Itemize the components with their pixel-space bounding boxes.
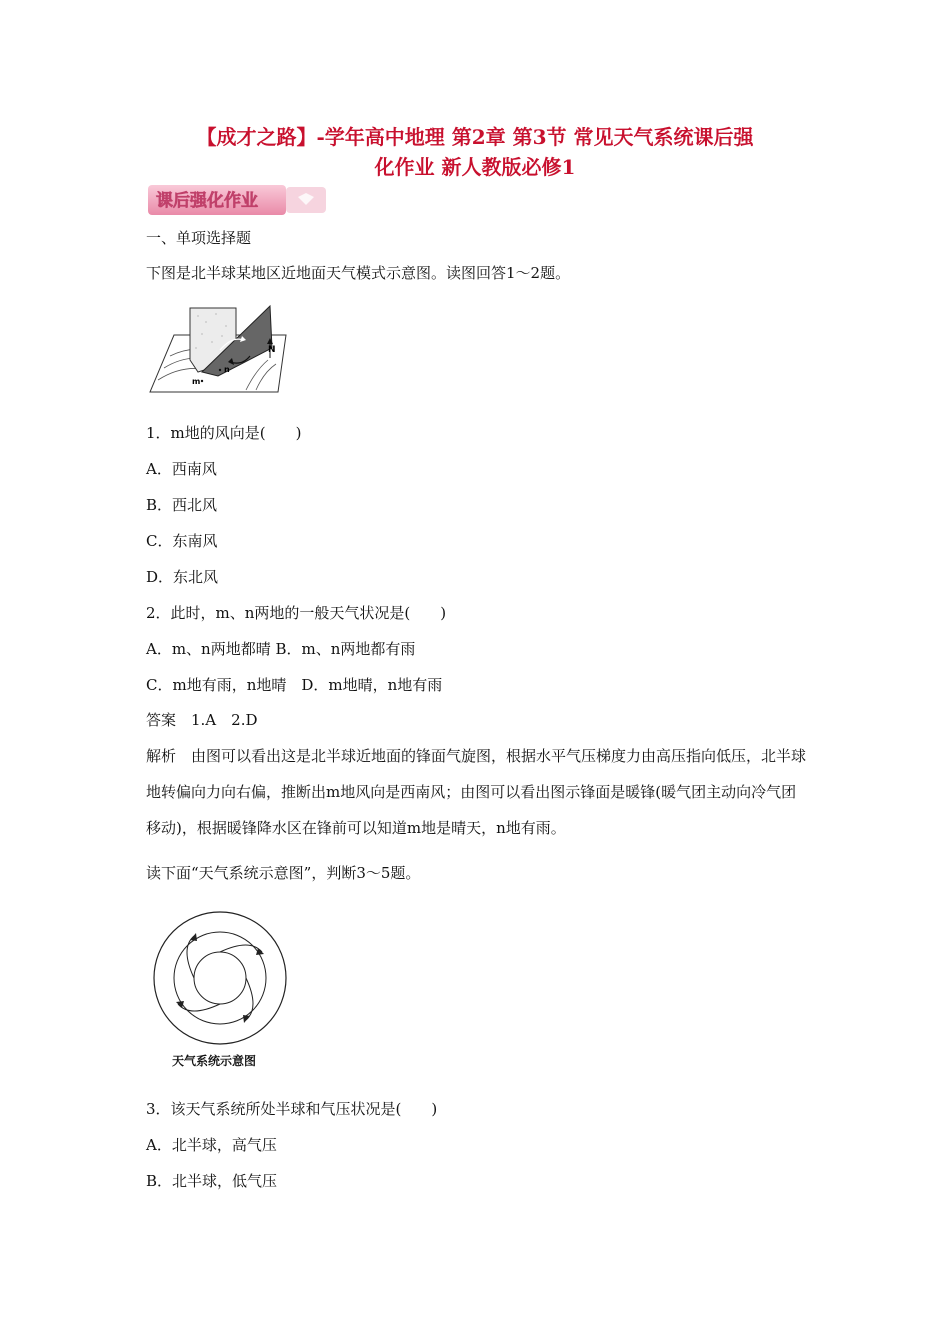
figure-caption: 天气系统示意图 — [172, 1054, 257, 1068]
north-label: N — [268, 345, 276, 355]
title-line-1: 【成才之路】-学年高中地理 第2章 第3节 常见天气系统课后强 — [196, 125, 754, 149]
label-m: m — [192, 377, 201, 386]
title-line-2: 化作业 新人教版必修1 — [374, 155, 576, 179]
section-banner — [148, 183, 328, 217]
q2-stem: 2．此时，m、n两地的一般天气状况是( ) — [146, 604, 447, 622]
q1-option-b: B．西北风 — [146, 496, 218, 514]
q1-option-a: A．西南风 — [146, 460, 217, 478]
q1-option-d: D．东北风 — [146, 568, 219, 586]
document-title — [100, 122, 850, 182]
q2-options-line-1: A．m、n两地都晴 B．m、n两地都有雨 — [146, 640, 416, 658]
frontal-cyclone-figure — [146, 300, 296, 400]
answer-line: 答案 1.A 2.D — [146, 711, 258, 729]
q3-stem: 3．该天气系统所处半球和气压状况是( ) — [146, 1100, 438, 1118]
banner-label: 课后强化作业 — [156, 191, 258, 211]
q3-option-a: A．北半球，高气压 — [146, 1136, 277, 1154]
analysis-paragraph: 解析 由图可以看出这是北半球近地面的锋面气旋图，根据水平气压梯度力由高压指向低压，北半球地转偏向力向右偏，推断出m地风向是西南风；由图可以看出图示锋面是暖锋(暖气团主动向冷气团移动)，根据暖锋降水区在锋前可以知道m地是晴天，n地有雨。 — [146, 747, 807, 837]
weather-system-figure — [150, 908, 290, 1048]
q2-options-line-2: C．m地有雨，n地晴 D．m地晴，n地有雨 — [146, 676, 443, 694]
q1-option-c: C．东南风 — [146, 532, 218, 550]
section-heading: 一、单项选择题 — [146, 229, 252, 247]
group1-intro: 下图是北半球某地区近地面天气模式示意图。读图回答1～2题。 — [146, 264, 571, 282]
q1-stem: 1．m地的风向是( ) — [146, 424, 302, 442]
label-n: n — [224, 365, 230, 374]
q3-option-b: B．北半球，低气压 — [146, 1172, 278, 1190]
group2-intro: 读下面“天气系统示意图”，判断3～5题。 — [146, 864, 421, 882]
